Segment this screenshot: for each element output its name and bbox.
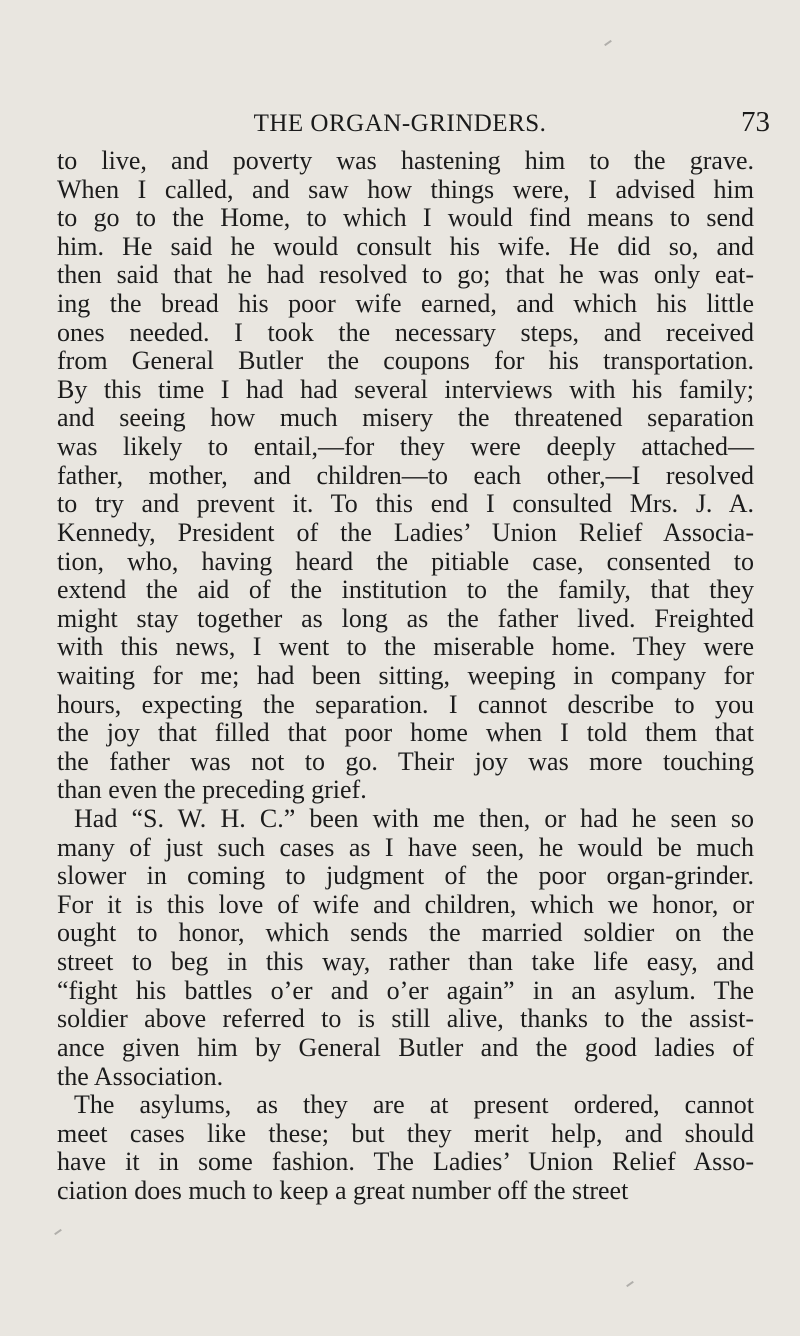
text-line: hours, expecting the separation. I cannot describe to you: [57, 689, 754, 719]
paper-speck: [54, 1229, 62, 1235]
text-line: By this time I had had several interviews with his family;: [57, 374, 754, 404]
text-line: the joy that filled that poor home when I told them that: [57, 718, 754, 748]
text-line: to live, and poverty was hastening him to the grave.: [57, 146, 754, 175]
text-line: soldier above referred to is still alive, thanks to the assist-: [57, 1004, 754, 1034]
page-header: [0, 104, 800, 144]
text-line: and seeing how much misery the threatened separation: [57, 403, 754, 433]
body-text: [57, 147, 754, 1206]
paper-speck: [626, 1281, 634, 1287]
text-line: was likely to entail,—for they were deeply attached—: [57, 432, 754, 462]
text-line: many of just such cases as I have seen, he would be much: [57, 832, 754, 862]
text-line: slower in coming to judgment of the poor organ-grinder.: [57, 861, 754, 891]
text-line: Kennedy, President of the Ladies’ Union Relief Associa-: [57, 517, 754, 547]
page-number: 73: [741, 106, 770, 138]
text-line: to try and prevent it. To this end I consulted Mrs. J. A.: [57, 489, 754, 519]
text-line: than even the preceding grief.: [57, 775, 367, 805]
text-line: with this news, I went to the miserable home. They were: [57, 632, 754, 662]
text-line: waiting for me; had been sitting, weeping in company for: [57, 660, 754, 690]
text-line: For it is this love of wife and children, which we honor, or: [57, 889, 754, 919]
text-line: the Association.: [57, 1061, 224, 1091]
text-line: extend the aid of the institution to the family, that they: [57, 575, 754, 605]
text-line: have it in some fashion. The Ladies’ Union Relief Asso-: [57, 1147, 754, 1177]
text-line: him. He said he would consult his wife. He did so, and: [57, 231, 754, 261]
text-line: ance given him by General Butler and the good ladies of: [57, 1032, 754, 1062]
text-line: ing the bread his poor wife earned, and which his little: [57, 289, 754, 319]
text-line: “fight his battles o’er and o’er again” in an asylum. The: [57, 975, 754, 1005]
text-line: street to beg in this way, rather than take life easy, and: [57, 947, 754, 977]
text-line: might stay together as long as the father lived. Freighted: [57, 603, 754, 633]
paper-speck: [604, 40, 612, 46]
text-line: When I called, and saw how things were, I advised him: [57, 174, 754, 204]
text-line: father, mother, and children—to each other,—I resolved: [57, 460, 754, 490]
text-line: to go to the Home, to which I would find means to send: [57, 203, 754, 233]
text-line: ought to honor, which sends the married soldier on the: [57, 918, 754, 948]
text-line: then said that he had resolved to go; that he was only eat-: [57, 260, 754, 290]
text-line: the father was not to go. Their joy was more touching: [57, 746, 754, 776]
text-line: from General Butler the coupons for his transportation.: [57, 346, 754, 376]
text-line: ones needed. I took the necessary steps, and received: [57, 317, 754, 347]
text-line: ciation does much to keep a great number off the street: [57, 1175, 629, 1205]
text-line: tion, who, having heard the pitiable case, consented to: [57, 546, 754, 576]
paragraph-start-line: Had “S. W. H. C.” been with me then, or had he seen so: [74, 804, 754, 834]
text-line: meet cases like these; but they merit help, and should: [57, 1118, 754, 1148]
paragraph-start-line: The asylums, as they are at present ordered, cannot: [74, 1090, 754, 1120]
running-title: THE ORGAN-GRINDERS.: [253, 110, 547, 137]
